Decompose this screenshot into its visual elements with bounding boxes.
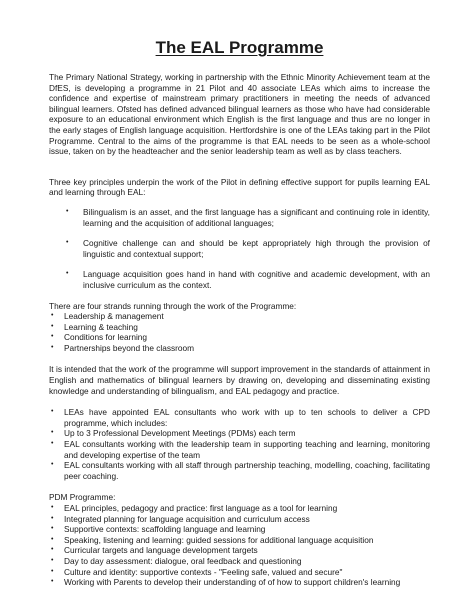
bullet-icon: •	[51, 461, 54, 469]
bullet-icon: •	[51, 514, 54, 522]
intent-paragraph: It is intended that the work of the programme will support improvement in the standards of attainment in English and mathematics of bilingual learners by drawing on, developing and disseminating existing knowledge and understanding of bilingualism, and EAL pedagogy and practice.	[49, 364, 430, 396]
bullet-icon: •	[51, 408, 54, 416]
bullet-icon: •	[66, 239, 69, 247]
bullet-icon: •	[66, 270, 69, 278]
list-item: • Leadership & management	[51, 311, 164, 322]
bullet-icon: •	[51, 429, 54, 437]
bullet-icon: •	[51, 578, 54, 586]
bullet-icon: •	[51, 504, 54, 511]
list-item: • EAL consultants working with the leadership team in supporting teaching and learning, monitoring and developing expertise of the team	[51, 439, 430, 460]
bullet-icon: •	[51, 312, 54, 320]
list-item: • Language acquisition goes hand in hand with cognitive and academic development, with an inclusive curriculum as the context.	[66, 269, 430, 290]
list-item: • Up to 3 Professional Development Meetings (PDMs) each term	[51, 428, 296, 439]
strands-list	[49, 311, 430, 353]
strands-intro: There are four strands running through the work of the Programme:	[49, 300, 297, 311]
page-title: The EAL Programme	[155, 38, 324, 57]
list-item: • Learning & teaching	[51, 321, 138, 332]
list-item: • Conditions for learning	[51, 332, 148, 343]
list-item: • Supportive contexts: scaffolding language and learning	[51, 524, 266, 535]
list-item: • Speaking, listening and learning: guided sessions for additional language acquisition	[51, 534, 374, 545]
bullet-icon: •	[51, 567, 54, 575]
list-item: • Culture and identity: supportive contexts - "Feeling safe, valued and secure"	[51, 566, 343, 577]
bullet-icon: •	[51, 440, 54, 448]
pdm-list	[49, 503, 430, 588]
bullet-icon: •	[51, 343, 54, 351]
list-item: • Bilingualism is an asset, and the first language has a significant and continuing role in identity, learning and the acquisition of additional languages;	[66, 206, 430, 228]
intro-paragraph: The Primary National Strategy, working in partnership with the Ethnic Minority Achievement team at the DfES, is developing a programme in 21 Pilot and 40 associate LEAs which aims to increase the confidence and expertise of mainstream primary practitioners in meeting the needs of advanced bilingual learners. Ofsted has defined advanced bilingual learners as those who have had considerable exposure to an educational environment which English is the first language and thus are no longer in the early stages of English language acquisition. Hertfordshire is one of the LEAs taking part in the Pilot Programme. Central to the aims of the programme is that EAL needs to be seen as a whole-school issue, taken on by the headteacher and the senior leadership team as well as by class teachers.	[49, 72, 430, 157]
list-item: • Curricular targets and language development targets	[51, 545, 258, 556]
bullet-icon: •	[51, 535, 54, 543]
list-item: • Cognitive challenge can and should be kept appropriately high through the provision of linguistic and contextual support;	[66, 238, 430, 259]
bullet-icon: •	[51, 546, 54, 554]
principles-intro: Three key principles underpin the work of the Pilot in defining effective support for pupils learning EAL and learning through EAL:	[49, 176, 430, 198]
list-item: • Day to day assessment: dialogue, oral feedback and questioning	[51, 555, 302, 566]
list-item: • EAL consultants working with all staff through partnership teaching, modelling, coaching, facilitating peer coaching.	[51, 460, 430, 481]
bullet-icon: •	[66, 207, 69, 215]
pdm-heading: PDM Programme:	[49, 492, 116, 503]
list-item: • LEAs have appointed EAL consultants who work with up to ten schools to deliver a CPD programme, which includes:	[51, 407, 430, 428]
bullet-icon: •	[51, 556, 54, 564]
list-item: • Working with Parents to develop their understanding of of how to support children's learning	[51, 577, 401, 588]
list-item: • Integrated planning for language acquisition and curriculum access	[51, 513, 310, 524]
principles-list	[49, 207, 430, 291]
bullet-icon: •	[51, 333, 54, 341]
list-item: • EAL principles, pedagogy and practice: first language as a tool for learning	[51, 503, 338, 513]
list-item: • Partnerships beyond the classroom	[51, 342, 195, 353]
bullet-icon: •	[51, 322, 54, 330]
consultants-list	[49, 407, 430, 481]
bullet-icon: •	[51, 525, 54, 533]
